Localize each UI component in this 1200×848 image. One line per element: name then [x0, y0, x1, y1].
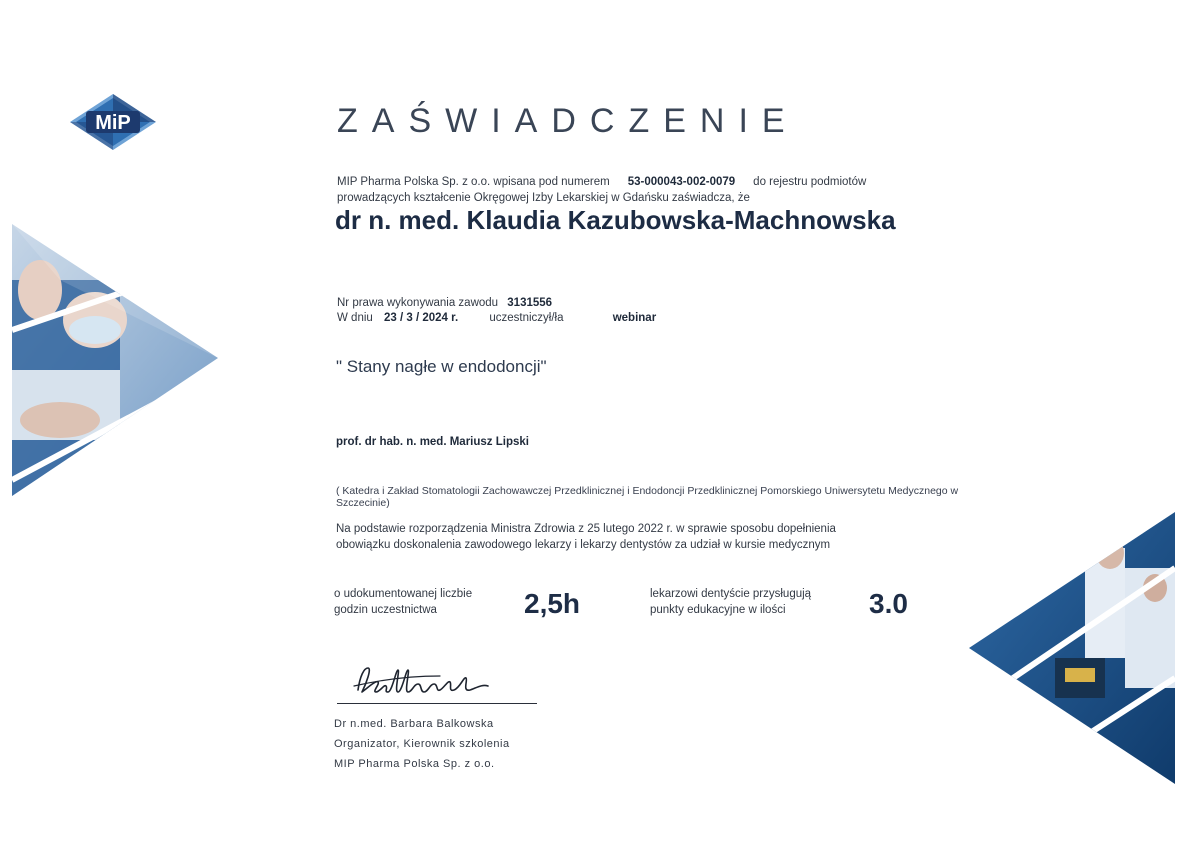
- signer-name: Dr n.med. Barbara Balkowska: [334, 718, 494, 730]
- lecturer-name: prof. dr hab. n. med. Mariusz Lipski: [336, 436, 529, 448]
- license-line: [337, 297, 552, 309]
- svg-text:MiP: MiP: [95, 112, 131, 134]
- points-label: [650, 587, 811, 618]
- intro-line2: prowadzących kształcenie Okręgowej Izby Lekarskiej w Gdańsku zaświadcza, że: [337, 191, 750, 204]
- points-label-line2: punkty edukacyjne w ilości: [650, 603, 786, 616]
- intro-suffix: do rejestru podmiotów: [753, 176, 867, 188]
- legal-basis-line2: obowiązku doskonalenia zawodowego lekarzy i lekarzy dentystów za udział w kursie medycznym: [336, 538, 831, 551]
- intro-text: [337, 175, 937, 206]
- participated-label: uczestniczył/ła: [489, 312, 564, 324]
- signer-block: [334, 714, 510, 774]
- mip-logo-icon: [68, 92, 158, 152]
- registry-number: 53-000043-002-0079: [627, 176, 736, 188]
- hours-label-line2: godzin uczestnictwa: [334, 603, 437, 616]
- logo: [68, 92, 158, 152]
- points-value: 3.0: [869, 588, 908, 619]
- handwritten-signature-icon: [350, 656, 500, 702]
- legal-basis: [336, 522, 956, 553]
- right-decorative-photo: [965, 508, 1180, 793]
- date-line: [337, 312, 656, 324]
- signature: [350, 656, 500, 702]
- certificate-title: ZAŚWIADCZENIE: [337, 102, 799, 140]
- license-number: 3131556: [507, 297, 553, 309]
- hours-label: [334, 587, 472, 618]
- participant-name: dr n. med. Klaudia Kazubowska-Machnowska: [335, 205, 896, 235]
- course-format: webinar: [612, 312, 657, 324]
- date-label: W dniu: [337, 312, 373, 324]
- dentist-photo-triangle-icon: [0, 220, 225, 500]
- course-title: " Stany nagłe w endodoncji": [336, 357, 547, 376]
- signature-line: [337, 703, 537, 704]
- legal-basis-line1: Na podstawie rozporządzenia Ministra Zdrowia z 25 lutego 2022 r. w sprawie sposobu dopełnienia: [336, 523, 836, 535]
- intro-prefix: MIP Pharma Polska Sp. z o.o. wpisana pod numerem: [337, 176, 610, 188]
- lecturer-affiliation: ( Katedra i Zakład Stomatologii Zachowawczej Przedklinicznej i Endodoncji Przedklinicznej Pomorskiego Uniwersytetu Medycznego w Szczecinie): [336, 485, 959, 509]
- laboratory-photo-triangle-icon: [965, 508, 1180, 788]
- signer-role: Organizator, Kierownik szkolenia: [334, 738, 510, 750]
- date-value: 23 / 3 / 2024 r.: [384, 312, 459, 324]
- points-label-line1: lekarzowi dentyście przysługują: [650, 588, 812, 600]
- hours-value: 2,5h: [524, 588, 581, 619]
- hours-label-line1: o udokumentowanej liczbie: [334, 588, 473, 600]
- signer-company: MIP Pharma Polska Sp. z o.o.: [334, 758, 495, 770]
- left-decorative-photo: [0, 220, 225, 505]
- license-label: Nr prawa wykonywania zawodu: [337, 297, 499, 309]
